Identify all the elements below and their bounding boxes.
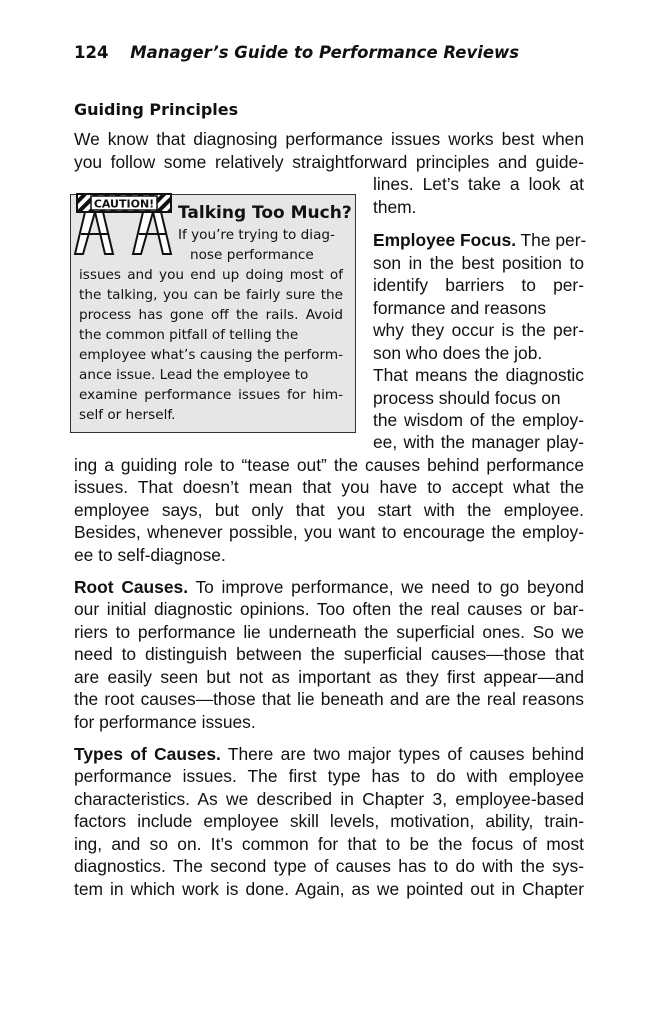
body-line: ee, with the manager play-: [373, 432, 584, 452]
body-line: why they occur is the per-: [373, 320, 584, 340]
caution-sawhorse-icon: [73, 192, 175, 256]
body-line: characteristics. As we described in Chapter 3, employee-based: [74, 789, 584, 809]
body-line: son in the best position to: [373, 253, 584, 273]
body-line: the root causes—those that lie beneath and are the real reasons: [74, 689, 584, 709]
body-line: are easily seen but not as important as they first appear—and: [74, 667, 584, 687]
running-header: [74, 43, 519, 62]
body-line: issues. That doesn’t mean that you have to accept what the: [74, 477, 584, 497]
body-line: ee to self-diagnose.: [74, 545, 226, 565]
body-line: need to distinguish between the superficial causes—those that: [74, 644, 584, 664]
body-line: factors include employee skill levels, motivation, ability, train-: [74, 811, 584, 831]
body-line: performance issues. The first type has to do with employee: [74, 766, 584, 786]
body-line: diagnostics. The second type of causes has to do with the sys-: [74, 856, 584, 876]
body-line: son who does the job.: [373, 343, 543, 363]
body-line: ing a guiding role to “tease out” the causes behind performance: [74, 455, 584, 475]
body-line: process should focus on: [373, 388, 561, 408]
body-line: identify barriers to per-: [373, 275, 584, 295]
page-number: 124: [74, 43, 109, 62]
body-line: Root Causes. To improve performance, we need to go beyond: [74, 577, 584, 597]
body-line: ing, and so on. It’s common for that to be the focus of most: [74, 834, 584, 854]
sidebar-line: If you’re trying to diag-: [178, 227, 335, 243]
paragraph-lead: Types of Causes.: [74, 744, 221, 764]
sidebar-line: self or herself.: [79, 407, 176, 423]
section-heading: Guiding Principles: [74, 100, 239, 119]
body-line: you follow some relatively straightforward principles and guide-: [74, 152, 584, 172]
body-line: We know that diagnosing performance issues works best when: [74, 129, 584, 149]
sidebar-line: the common pitfall of telling the: [79, 327, 299, 343]
sidebar-line: process has gone off the rails. Avoid: [79, 307, 343, 323]
paragraph-lead: Root Causes.: [74, 577, 189, 597]
body-line: tem in which work is done. Again, as we pointed out in Chapter: [74, 879, 584, 899]
body-line: That means the diagnostic: [373, 365, 584, 385]
body-line: our initial diagnostic opinions. Too often the real causes or bar-: [74, 599, 584, 619]
body-line: formance and reasons: [373, 298, 547, 318]
body-line: lines. Let’s take a look at: [373, 174, 584, 194]
sidebar-line: examine performance issues for him-: [79, 387, 343, 403]
sidebar-title: Talking Too Much?: [178, 203, 352, 223]
body-line: Employee Focus. The per-: [373, 230, 587, 250]
body-line: riers to performance lie underneath the superficial ones. So we: [74, 622, 584, 642]
body-line: them.: [373, 197, 417, 217]
sidebar-line: the talking, you can be fairly sure the: [79, 287, 343, 303]
sidebar-line: ance issue. Lead the employee to: [79, 367, 309, 383]
body-line: for performance issues.: [74, 712, 256, 732]
running-title: Manager’s Guide to Performance Reviews: [130, 43, 520, 62]
sidebar-line: nose performance: [190, 247, 314, 263]
body-line: employee says, but only that you start with the employee.: [74, 500, 584, 520]
body-line: the wisdom of the employ-: [373, 410, 584, 430]
body-line: Besides, whenever possible, you want to encourage the employ-: [74, 522, 584, 542]
paragraph-lead: Employee Focus.: [373, 230, 517, 250]
sidebar-line: employee what’s causing the perform-: [79, 347, 343, 363]
body-line: Types of Causes. There are two major types of causes behind: [74, 744, 584, 764]
caution-label: CAUTION!: [93, 197, 155, 211]
sidebar-line: issues and you end up doing most of: [79, 267, 343, 283]
